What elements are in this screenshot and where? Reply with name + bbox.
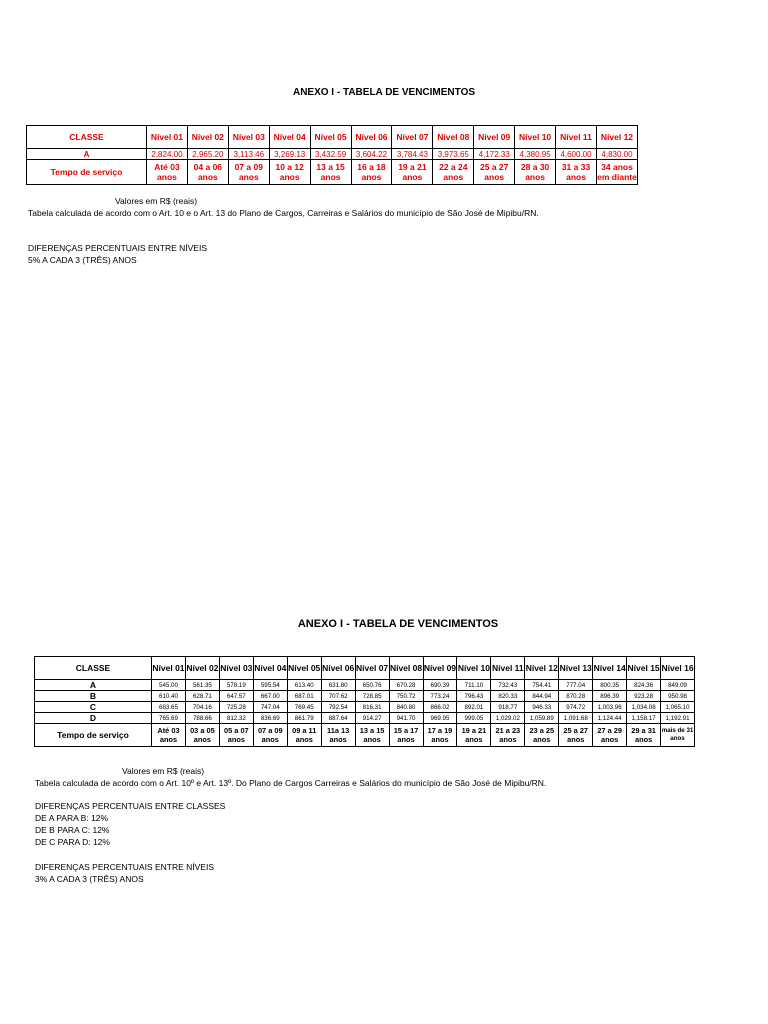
salary-cell: 704.16 xyxy=(185,702,219,713)
service-range-cell: mais de 31 anos xyxy=(661,724,695,747)
legal-note-1: Tabela calculada de acordo com o Art. 10 e o Art. 13 do Plano de Cargos, Carreiras e Salários do município de São José de Mipibu/RN. xyxy=(28,208,539,218)
salary-cell: 836.69 xyxy=(253,713,287,724)
table1-header-row xyxy=(27,126,638,149)
service-range-cell: 25 a 27 anos xyxy=(559,724,593,747)
level-header: Nível 08 xyxy=(433,126,474,149)
service-range-cell: Até 03 anos xyxy=(152,724,186,747)
level-header: Nível 03 xyxy=(219,657,253,680)
level-header: Nível 01 xyxy=(152,657,186,680)
salary-cell: 711.10 xyxy=(457,680,491,691)
salary-cell: 844.94 xyxy=(525,691,559,702)
salary-cell: 747.04 xyxy=(253,702,287,713)
level-header: Nível 11 xyxy=(556,126,597,149)
level-header: Nível 10 xyxy=(457,657,491,680)
salary-cell: 4,600.00 xyxy=(556,149,597,160)
salary-cell: 870.28 xyxy=(559,691,593,702)
class-label: B xyxy=(35,691,152,702)
salary-cell: 840.80 xyxy=(389,702,423,713)
salary-cell: 3,604.22 xyxy=(351,149,392,160)
service-range-cell: 13 a 15 anos xyxy=(310,160,351,185)
salary-cell: 1,059.89 xyxy=(525,713,559,724)
salary-cell: 1,065.10 xyxy=(661,702,695,713)
level-header: Nível 14 xyxy=(593,657,627,680)
service-range-cell: 04 a 06 anos xyxy=(187,160,228,185)
service-range-cell: 19 a 21 anos xyxy=(392,160,433,185)
salary-cell: 849.09 xyxy=(661,680,695,691)
service-range-cell: 23 a 25 anos xyxy=(525,724,559,747)
service-range-cell: 05 a 07 anos xyxy=(219,724,253,747)
service-range-cell: 07 a 09 anos xyxy=(253,724,287,747)
salary-cell: 788.66 xyxy=(185,713,219,724)
salary-cell: 941.70 xyxy=(389,713,423,724)
level-diff-value-1: 5% A CADA 3 (TRÊS) ANOS xyxy=(28,255,137,265)
level-header: Nível 02 xyxy=(185,657,219,680)
service-range-cell: 25 a 27 anos xyxy=(474,160,515,185)
table2-row-c xyxy=(35,702,695,713)
salary-cell: 918.77 xyxy=(491,702,525,713)
table1-service-row xyxy=(27,160,638,185)
salary-cell: 999.05 xyxy=(457,713,491,724)
salary-cell: 4,830.00 xyxy=(596,149,637,160)
salary-cell: 2,824.00 xyxy=(147,149,188,160)
service-range-cell: 13 a 15 anos xyxy=(355,724,389,747)
salary-cell: 892.01 xyxy=(457,702,491,713)
class-diff-title: DIFERENÇAS PERCENTUAIS ENTRE CLASSES xyxy=(35,801,226,811)
salary-cell: 816.31 xyxy=(355,702,389,713)
salary-cell: 1,029.02 xyxy=(491,713,525,724)
service-range-cell: 28 a 30 anos xyxy=(515,160,556,185)
salary-cell: 628.71 xyxy=(185,691,219,702)
legal-note-2: Tabela calculada de acordo com o Art. 10º e Art. 13º. Do Plano de Cargos Carreiras e Salários do município de São José de Mipibu/RN. xyxy=(35,778,547,788)
level-header: Nível 05 xyxy=(310,126,351,149)
salary-cell: 800.35 xyxy=(593,680,627,691)
level-header: Nível 06 xyxy=(321,657,355,680)
salary-cell: 647.57 xyxy=(219,691,253,702)
level-header: Nível 07 xyxy=(392,126,433,149)
table2-row-d xyxy=(35,713,695,724)
class-header: CLASSE xyxy=(27,126,147,149)
salary-cell: 690.39 xyxy=(423,680,457,691)
salary-cell: 1,192.91 xyxy=(661,713,695,724)
service-range-cell: 22 a 24 anos xyxy=(433,160,474,185)
level-header: Nível 12 xyxy=(525,657,559,680)
salary-cell: 683.65 xyxy=(152,702,186,713)
salary-cell: 595.54 xyxy=(253,680,287,691)
salary-cell: 812.32 xyxy=(219,713,253,724)
service-range-cell: 10 a 12 anos xyxy=(269,160,310,185)
service-range-cell: 31 a 33 anos xyxy=(556,160,597,185)
salary-cell: 613.40 xyxy=(287,680,321,691)
level-header: Nível 09 xyxy=(474,126,515,149)
salary-cell: 950.98 xyxy=(661,691,695,702)
salary-cell: 796.43 xyxy=(457,691,491,702)
service-label: Tempo de serviço xyxy=(35,724,152,747)
class-label: A xyxy=(27,149,147,160)
salary-cell: 545.00 xyxy=(152,680,186,691)
class-header: CLASSE xyxy=(35,657,152,680)
service-range-cell: 15 a 17 anos xyxy=(389,724,423,747)
salary-cell: 887.64 xyxy=(321,713,355,724)
salary-cell: 896.39 xyxy=(593,691,627,702)
service-range-cell: 07 a 09 anos xyxy=(228,160,269,185)
salary-cell: 1,003.96 xyxy=(593,702,627,713)
service-range-cell: 11a 13 anos xyxy=(321,724,355,747)
table2-service-row xyxy=(35,724,695,747)
level-header: Nível 10 xyxy=(515,126,556,149)
salary-cell: 765.69 xyxy=(152,713,186,724)
salary-cell: 1,124.44 xyxy=(593,713,627,724)
level-header: Nível 16 xyxy=(661,657,695,680)
salary-cell: 923.28 xyxy=(627,691,661,702)
service-label: Tempo de serviço xyxy=(27,160,147,185)
service-range-cell: 17 a 19 anos xyxy=(423,724,457,747)
salary-cell: 946.33 xyxy=(525,702,559,713)
level-header: Nível 15 xyxy=(627,657,661,680)
salary-cell: 610.40 xyxy=(152,691,186,702)
class-diff-c-d: DE C PARA D: 12% xyxy=(35,837,110,847)
level-diff-title-2: DIFERENÇAS PERCENTUAIS ENTRE NÍVEIS xyxy=(35,862,215,872)
salary-cell: 1,034.08 xyxy=(627,702,661,713)
salary-cell: 754.41 xyxy=(525,680,559,691)
service-range-cell: 09 a 11 anos xyxy=(287,724,321,747)
salary-cell: 725.28 xyxy=(219,702,253,713)
salary-table-2 xyxy=(34,656,695,747)
salary-cell: 650.76 xyxy=(355,680,389,691)
salary-cell: 3,432.59 xyxy=(310,149,351,160)
salary-cell: 3,973.65 xyxy=(433,149,474,160)
level-header: Nível 01 xyxy=(147,126,188,149)
level-header: Nível 07 xyxy=(355,657,389,680)
level-header: Nível 06 xyxy=(351,126,392,149)
salary-cell: 707.62 xyxy=(321,691,355,702)
salary-cell: 4,172.33 xyxy=(474,149,515,160)
service-range-cell: 03 a 05 anos xyxy=(185,724,219,747)
class-label: C xyxy=(35,702,152,713)
salary-cell: 4,380.95 xyxy=(515,149,556,160)
salary-cell: 824.36 xyxy=(627,680,661,691)
salary-cell: 1,158.17 xyxy=(627,713,661,724)
salary-cell: 732.43 xyxy=(491,680,525,691)
salary-cell: 687.01 xyxy=(287,691,321,702)
level-header: Nível 05 xyxy=(287,657,321,680)
salary-cell: 974.72 xyxy=(559,702,593,713)
salary-cell: 3,113.46 xyxy=(228,149,269,160)
salary-cell: 777.04 xyxy=(559,680,593,691)
salary-cell: 914.27 xyxy=(355,713,389,724)
level-header: Nível 04 xyxy=(269,126,310,149)
salary-cell: 773.24 xyxy=(423,691,457,702)
salary-cell: 670.28 xyxy=(389,680,423,691)
table1-title: ANEXO I - TABELA DE VENCIMENTOS xyxy=(292,87,476,98)
class-label: D xyxy=(35,713,152,724)
salary-cell: 1,091.68 xyxy=(559,713,593,724)
salary-cell: 561.35 xyxy=(185,680,219,691)
service-range-cell: 34 anos em diante xyxy=(596,160,637,185)
service-range-cell: 19 a 21 anos xyxy=(457,724,491,747)
salary-cell: 3,784.43 xyxy=(392,149,433,160)
currency-note-2: Valores em R$ (reais) xyxy=(122,766,205,776)
salary-table-1 xyxy=(26,125,638,185)
table2-header-row xyxy=(35,657,695,680)
level-diff-title-1: DIFERENÇAS PERCENTUAIS ENTRE NÍVEIS xyxy=(28,243,208,253)
salary-cell: 820.33 xyxy=(491,691,525,702)
level-header: Nível 12 xyxy=(596,126,637,149)
class-label: A xyxy=(35,680,152,691)
service-range-cell: 27 a 29 anos xyxy=(593,724,627,747)
table2-row-b xyxy=(35,691,695,702)
salary-cell: 750.72 xyxy=(389,691,423,702)
table1-row-a xyxy=(27,149,638,160)
level-header: Nível 09 xyxy=(423,657,457,680)
service-range-cell: 21 a 23 anos xyxy=(491,724,525,747)
salary-cell: 866.02 xyxy=(423,702,457,713)
service-range-cell: 29 a 31 anos xyxy=(627,724,661,747)
level-diff-value-2: 3% A CADA 3 (TRÊS) ANOS xyxy=(35,874,144,884)
salary-cell: 631.80 xyxy=(321,680,355,691)
table2-title: ANEXO I - TABELA DE VENCIMENTOS xyxy=(297,618,499,630)
class-diff-b-c: DE B PARA C: 12% xyxy=(35,825,110,835)
salary-cell: 728.85 xyxy=(355,691,389,702)
salary-cell: 792.54 xyxy=(321,702,355,713)
service-range-cell: Até 03 anos xyxy=(147,160,188,185)
salary-cell: 861.79 xyxy=(287,713,321,724)
salary-cell: 2,965.20 xyxy=(187,149,228,160)
service-range-cell: 16 a 18 anos xyxy=(351,160,392,185)
salary-cell: 578.19 xyxy=(219,680,253,691)
table2-row-a xyxy=(35,680,695,691)
level-header: Nível 13 xyxy=(559,657,593,680)
salary-cell: 3,269.13 xyxy=(269,149,310,160)
salary-cell: 969.95 xyxy=(423,713,457,724)
level-header: Nível 11 xyxy=(491,657,525,680)
salary-cell: 667.00 xyxy=(253,691,287,702)
level-header: Nível 02 xyxy=(187,126,228,149)
level-header: Nível 03 xyxy=(228,126,269,149)
currency-note-1: Valores em R$ (reais) xyxy=(115,196,198,206)
class-diff-a-b: DE A PARA B: 12% xyxy=(35,813,109,823)
level-header: Nível 04 xyxy=(253,657,287,680)
level-header: Nível 08 xyxy=(389,657,423,680)
salary-cell: 769.45 xyxy=(287,702,321,713)
